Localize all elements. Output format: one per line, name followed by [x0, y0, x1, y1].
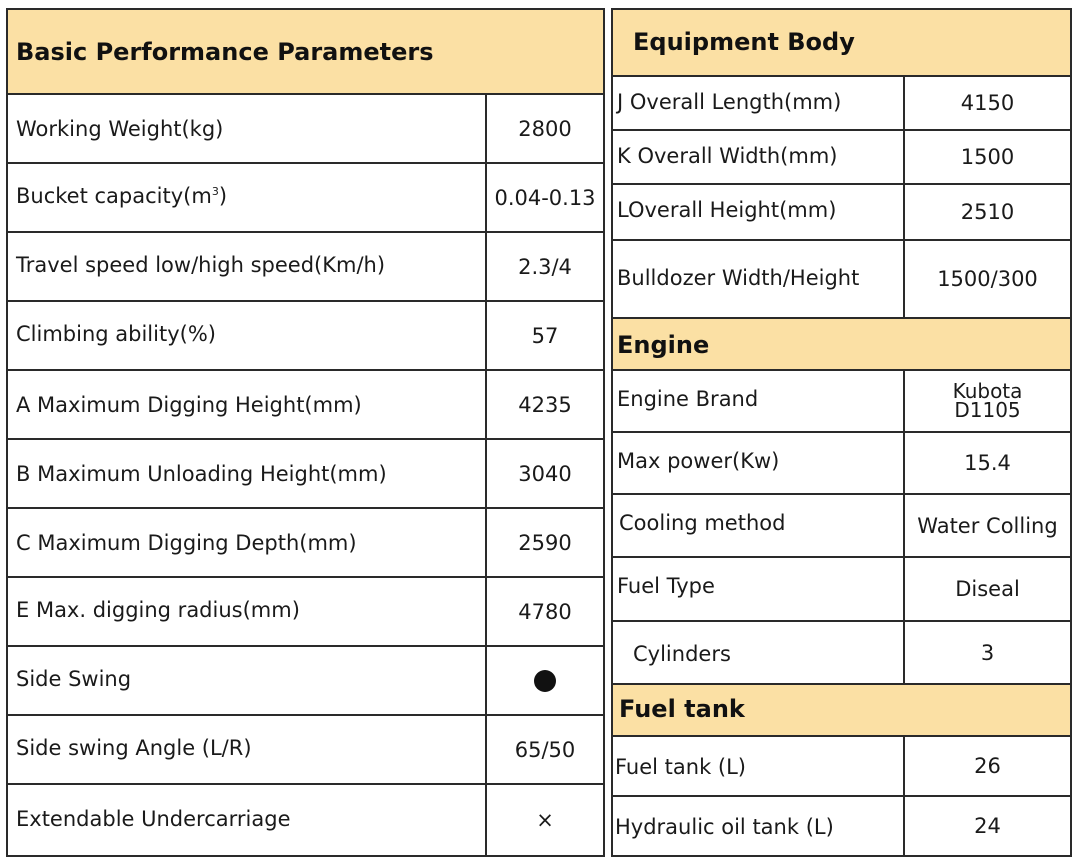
row-label: Travel speed low/high speed(Km/h)	[16, 253, 386, 277]
row-value: 57	[485, 302, 603, 369]
row-label: K Overall Width(mm)	[617, 144, 838, 168]
row-label: Side swing Angle (L/R)	[16, 736, 252, 760]
basic-performance-title: Basic Performance Parameters	[16, 38, 434, 66]
fuel-tank-title: Fuel tank	[619, 695, 745, 723]
table-row	[8, 509, 603, 578]
table-row	[8, 440, 603, 509]
row-label: Bulldozer Width/Height	[617, 266, 860, 290]
row-label: B Maximum Unloading Height(mm)	[16, 462, 387, 486]
row-label: LOverall Height(mm)	[617, 198, 837, 222]
row-value: 4150	[903, 77, 1070, 129]
row-value: 2590	[485, 509, 603, 576]
table-row	[613, 371, 1070, 433]
table-row	[613, 558, 1070, 622]
engine-title: Engine	[617, 331, 710, 359]
row-value: 24	[903, 797, 1070, 855]
row-value: 15.4	[903, 433, 1070, 493]
row-label: Engine Brand	[617, 387, 759, 411]
row-value: Kubota D1105	[903, 371, 1070, 431]
row-label: Bucket $capacity(m^3)$	[16, 184, 228, 208]
table-row	[8, 578, 603, 647]
row-value: Water Colling	[903, 495, 1070, 556]
row-value: Diseal	[903, 558, 1070, 620]
table-row	[8, 164, 603, 233]
table-row	[613, 433, 1070, 495]
row-value: 26	[903, 737, 1070, 795]
row-value: 3	[903, 622, 1070, 683]
row-label: Fuel Type	[617, 574, 715, 598]
table-row	[613, 77, 1070, 131]
row-value: 2510	[903, 185, 1070, 239]
specs-table	[611, 8, 1072, 857]
side-swing-dot-icon	[485, 647, 603, 714]
row-value: 65/50	[485, 716, 603, 783]
table-row	[8, 95, 603, 164]
equipment-body-header	[613, 10, 1070, 77]
table-row	[8, 371, 603, 440]
row-label: C Maximum Digging Depth(mm)	[16, 531, 357, 555]
table-row	[613, 185, 1070, 241]
row-value: 1500/300	[903, 241, 1070, 317]
row-value: 4780	[485, 578, 603, 645]
row-label: Cooling method	[619, 511, 786, 535]
row-label: Extendable Undercarriage	[16, 807, 291, 831]
row-label: Fuel tank (L)	[615, 755, 747, 779]
equipment-body-title: Equipment Body	[633, 28, 855, 56]
row-value: 3040	[485, 440, 603, 507]
table-row	[613, 622, 1070, 685]
row-value: 0.04-0.13	[485, 164, 603, 231]
row-label: J Overall Length(mm)	[617, 90, 842, 114]
table-row	[613, 241, 1070, 319]
row-value: 2800	[485, 95, 603, 162]
table-row	[613, 131, 1070, 185]
table-row	[8, 302, 603, 371]
row-label: Cylinders	[633, 642, 731, 666]
row-value: 1500	[903, 131, 1070, 183]
table-row	[8, 785, 603, 855]
engine-header	[613, 319, 1070, 371]
table-row	[613, 737, 1070, 797]
row-label: E Max. digging radius(mm)	[16, 598, 300, 622]
row-value: 2.3/4	[485, 233, 603, 300]
basic-performance-table	[6, 8, 605, 857]
row-label: Max power(Kw)	[617, 449, 780, 473]
table-row	[8, 716, 603, 785]
row-label: Climbing ability(%)	[16, 322, 216, 346]
row-label: Working Weight(kg)	[16, 117, 224, 141]
table-row	[613, 797, 1070, 855]
row-label: A Maximum Digging Height(mm)	[16, 393, 362, 417]
row-value: ×	[485, 785, 603, 855]
table-row	[8, 233, 603, 302]
row-value: 4235	[485, 371, 603, 438]
fuel-tank-header	[613, 685, 1070, 737]
table-row	[613, 495, 1070, 558]
basic-performance-header	[8, 10, 603, 95]
table-row	[8, 647, 603, 716]
row-label: Side Swing	[16, 667, 132, 691]
row-label: Hydraulic oil tank (L)	[615, 815, 834, 839]
